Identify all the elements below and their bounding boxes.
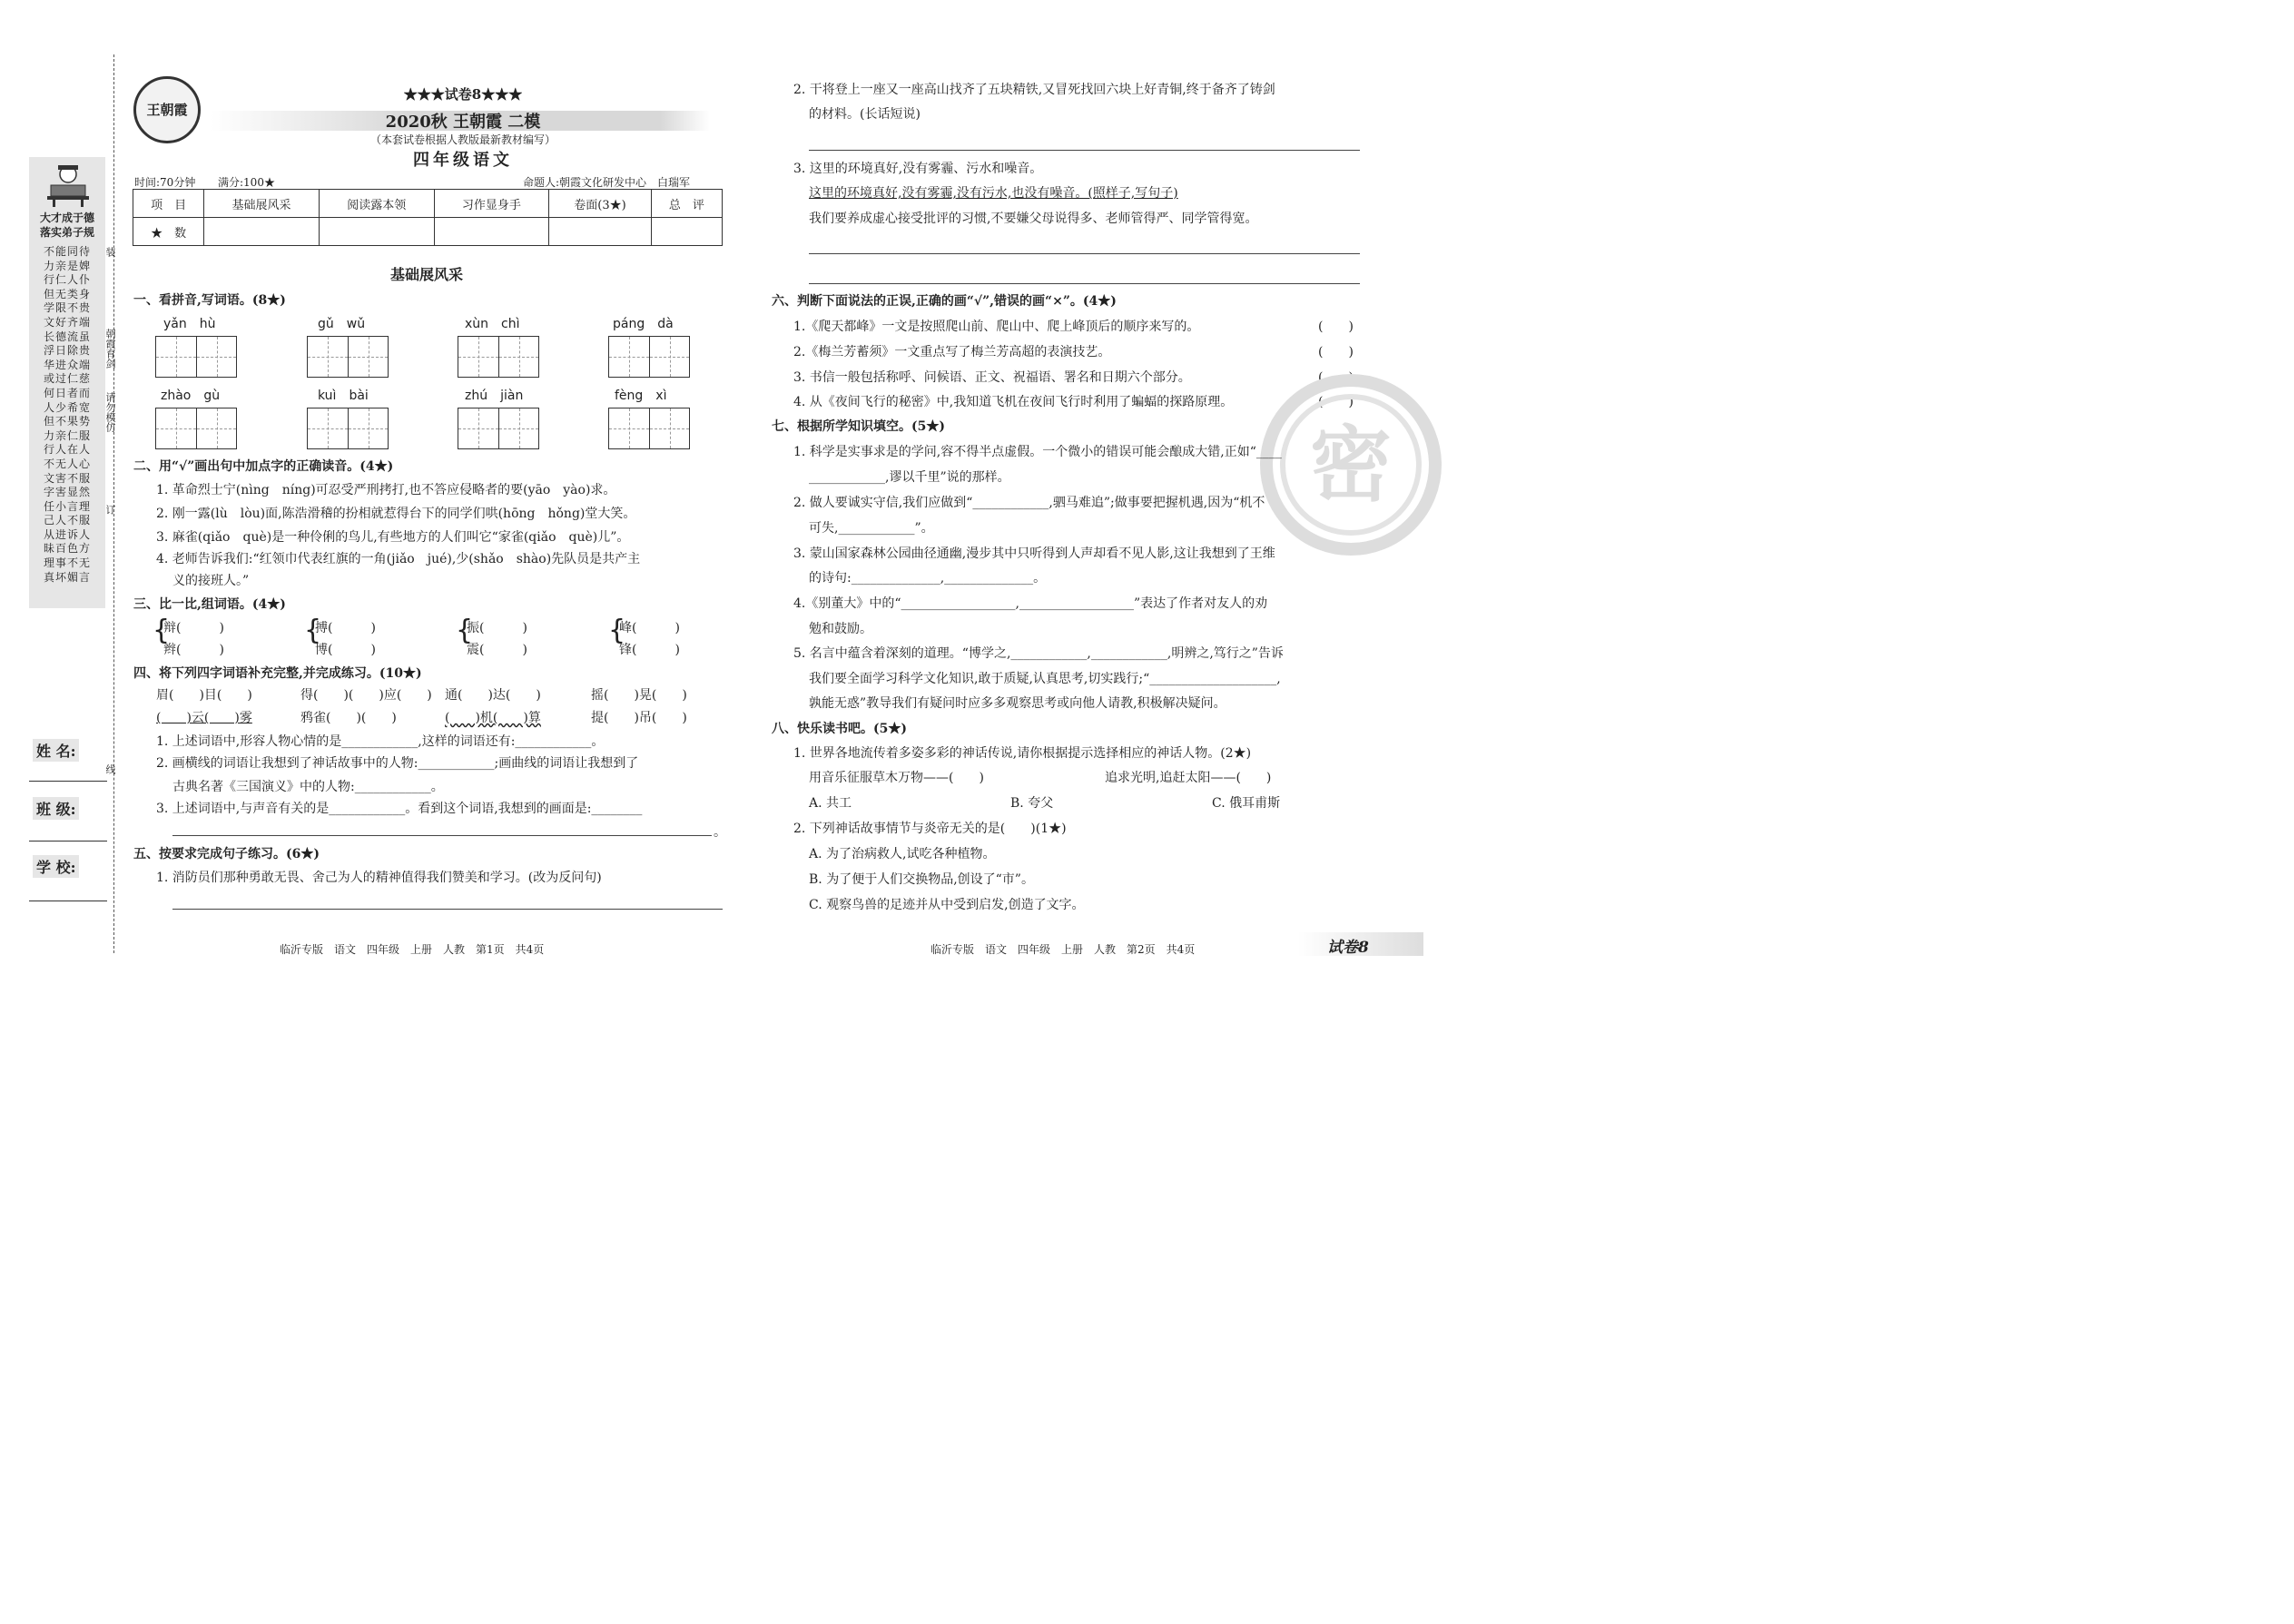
score-header-cell: 习作显身手 <box>434 190 549 218</box>
score-cell[interactable] <box>434 218 549 246</box>
q7-line: 5. 名言中蕴含着深刻的道理。“博学之,____________,____________,明辨之,笃行之”告诉 <box>793 646 1284 661</box>
idiom-blank: ( )机( )算 <box>445 711 541 725</box>
q5-title: 五、按要求完成句子练习。(6★) <box>133 847 320 861</box>
q1-title: 一、看拼音,写词语。(8★) <box>133 293 286 308</box>
motto-row: 昧百色方 <box>43 542 91 556</box>
q8-prompt: 追求光明,追赶太阳——( ) <box>1105 771 1272 785</box>
score-row-label: ★ 数 <box>133 218 204 246</box>
binding-mark: 装 <box>104 247 116 257</box>
exam-author: 命题人:朝霞文化研发中心 白瑞军 <box>523 176 691 189</box>
motto-row: 何日者而 <box>43 386 91 399</box>
scholar-illustration <box>44 163 93 207</box>
q6-item: 1.《爬天都峰》一文是按照爬山前、爬山中、爬上峰顶后的顺序来写的。 <box>793 320 1200 334</box>
q3-item: 搏( ) <box>315 621 376 635</box>
q8-option: A. 共工 <box>809 796 852 811</box>
binding-mark: 线 <box>104 764 116 774</box>
q2-item: 3. 麻雀(qiǎo què)是一种伶俐的鸟儿,有些地方的人们叫它“家雀(qiǎo què)儿”。 <box>156 530 630 545</box>
idiom-blank: ( )云( )雾 <box>156 711 252 725</box>
motto-row: 华进众端 <box>43 358 91 371</box>
idiom-blank: 通( )达( ) <box>445 688 541 703</box>
idiom-blank: 摇( )晃( ) <box>591 688 687 703</box>
writing-grid[interactable] <box>307 408 389 449</box>
answer-line[interactable] <box>809 150 1360 151</box>
q2-item: 1. 革命烈士宁(nìng níng)可忍受严刑拷打,也不答应侵略者的要(yāo yào)求。 <box>156 483 616 497</box>
q6-item: 3. 书信一般包括称呼、问候语、正文、祝福语、署名和日期六个部分。 <box>793 370 1191 385</box>
q4-title: 四、将下列四字词语补充完整,并完成练习。(10★) <box>133 666 422 681</box>
section-title: 基础展风采 <box>389 266 463 283</box>
exam-subtitle: （本套试卷根据人教版最新教材编写） <box>369 133 556 146</box>
motto-row: 力亲仁服 <box>43 428 91 442</box>
q5-item: 1. 消防员们那种勇敢无畏、舍己为人的精神值得我们赞美和学习。(改为反问句) <box>156 871 602 885</box>
binding-mark: 订 <box>104 505 116 515</box>
exam-score: 满分:100★ <box>218 176 275 189</box>
period-mark: 。 <box>714 825 726 840</box>
series-label: ★★★试卷8★★★ <box>403 86 523 103</box>
brace-icon: { <box>153 615 171 646</box>
pinyin-label: zhú jiàn <box>465 389 524 403</box>
answer-line[interactable] <box>172 835 712 836</box>
answer-bracket[interactable]: ( ) <box>1318 395 1354 409</box>
score-header-cell: 基础展风采 <box>204 190 320 218</box>
q2-item: 义的接班人。” <box>172 574 250 588</box>
name-label: 姓 名: <box>33 739 79 762</box>
q3-item: 辫( ) <box>163 643 224 657</box>
motto-title <box>31 211 103 240</box>
pinyin-label: gǔ wǔ <box>318 317 366 331</box>
binding-note: 朝霞育剑 <box>104 329 116 369</box>
motto-row: 理事不无 <box>43 556 91 570</box>
motto-row: 文害不服 <box>43 471 91 485</box>
answer-bracket[interactable]: ( ) <box>1318 320 1354 334</box>
motto-title-line: 落实弟子规 <box>39 226 94 239</box>
motto-row: 长德流虽 <box>43 330 91 343</box>
q7-line: 勉和鼓励。 <box>809 622 872 636</box>
motto-row: 任小言理 <box>43 499 91 513</box>
q3-item: 博( ) <box>315 643 376 657</box>
motto-row: 力亲是婢 <box>43 259 91 272</box>
q8-option: C. 观察鸟兽的足迹并从中受到启发,创造了文字。 <box>809 898 1085 912</box>
motto-row: 人少希宽 <box>43 400 91 414</box>
motto-title-line: 大才成于德 <box>39 212 94 224</box>
q5-item: 2. 干将登上一座又一座高山找齐了五块精铁,又冒死找回六块上好青铜,终于备齐了铸剑 <box>793 83 1275 97</box>
q8-prompt: 用音乐征服草木万物——( ) <box>809 771 984 785</box>
pinyin-label: fèng xì <box>615 389 667 403</box>
score-header-cell: 项 目 <box>133 190 204 218</box>
writing-grid[interactable] <box>307 336 389 378</box>
writing-grid[interactable] <box>608 408 690 449</box>
q7-line: 的诗句:______________,______________。 <box>809 571 1047 586</box>
pinyin-label: páng dà <box>613 317 674 331</box>
class-label: 班 级: <box>33 797 79 820</box>
answer-line[interactable] <box>172 909 723 910</box>
motto-text <box>33 245 102 585</box>
writing-grid[interactable] <box>608 336 690 378</box>
q4-item: 2. 画横线的词语让我想到了神话故事中的人物:____________;画曲线的词语让我想到了 <box>156 756 639 771</box>
writing-grid[interactable] <box>155 408 237 449</box>
exam-title: 2020秋 王朝霞 二模 <box>385 113 541 132</box>
motto-row: 学限不贵 <box>43 301 91 315</box>
q4-item: 古典名著《三国演义》中的人物:____________。 <box>172 780 444 794</box>
brace-icon: { <box>304 615 322 646</box>
brace-icon: { <box>456 615 474 646</box>
q8-item: 2. 下列神话故事情节与炎帝无关的是( )(1★) <box>793 822 1067 836</box>
motto-row: 不能同待 <box>43 245 91 258</box>
pinyin-label: xùn chì <box>465 317 520 331</box>
writing-grid[interactable] <box>155 336 237 378</box>
answer-bracket[interactable]: ( ) <box>1318 345 1354 359</box>
score-table-header-row <box>133 190 723 218</box>
q8-item: 1. 世界各地流传着多姿多彩的神话传说,请你根据提示选择相应的神话人物。(2★) <box>793 746 1252 761</box>
answer-line[interactable] <box>809 283 1360 284</box>
idiom-blank: 眉( )目( ) <box>156 688 252 703</box>
answer-line[interactable] <box>809 253 1360 254</box>
motto-row: 不无人心 <box>43 457 91 470</box>
q7-line: ____________,谬以千里”说的那样。 <box>809 470 1010 485</box>
q7-line: 1. 科学是实事求是的学问,容不得半点虚假。一个微小的错误可能会酿成大错,正如“____ <box>793 445 1282 459</box>
q7-title: 七、根据所学知识填空。(5★) <box>772 419 945 434</box>
motto-row: 行人在人 <box>43 443 91 457</box>
score-header-cell: 卷面(3★) <box>549 190 652 218</box>
score-cell[interactable] <box>651 218 722 246</box>
secret-stamp-icon: 密 <box>1280 394 1422 536</box>
class-field[interactable] <box>29 841 107 842</box>
q3-item: 峰( ) <box>619 621 680 635</box>
score-header-cell: 总 评 <box>651 190 722 218</box>
q7-line: 我们要全面学习科学文化知识,敢于质疑,认真思考,切实践行;“____________________, <box>809 672 1281 686</box>
q5-item: 这里的环境真好,没有雾霾,没有污水,也没有噪音。(照样子,写句子) <box>809 186 1178 201</box>
motto-row: 真坏媚言 <box>43 570 91 584</box>
score-header-cell: 阅读露本领 <box>319 190 434 218</box>
score-cell[interactable] <box>319 218 434 246</box>
q6-item: 2.《梅兰芳蓄须》一文重点写了梅兰芳高超的表演技艺。 <box>793 345 1111 359</box>
motto-row: 或过仁慈 <box>43 372 91 386</box>
q2-item: 4. 老师告诉我们:“红领巾代表红旗的一角(jiǎo jué),少(shǎo shào)先队员是共产主 <box>156 552 641 566</box>
motto-row: 文好齐端 <box>43 315 91 329</box>
pinyin-label: yǎn hù <box>163 317 216 331</box>
motto-row: 但无类身 <box>43 287 91 300</box>
q7-line: 4.《别董大》中的“__________________,__________________”表达了作者对友人的劝 <box>793 596 1268 611</box>
q3-item: 辩( ) <box>163 621 224 635</box>
score-table-row <box>133 218 723 246</box>
q7-line: 孰能无惑”教导我们有疑问时应多多观察思考或向他人请教,积极解决疑问。 <box>809 696 1226 711</box>
score-cell[interactable] <box>549 218 652 246</box>
q3-item: 锋( ) <box>619 643 680 657</box>
brace-icon: { <box>608 615 626 646</box>
page-footer: 临沂专版 语文 四年级 上册 人教 第2页 共4页 <box>930 943 1196 956</box>
q8-option: B. 夸父 <box>1010 796 1054 811</box>
q8-option: C. 俄耳甫斯 <box>1212 796 1281 811</box>
q7-line: 3. 蒙山国家森林公园曲径通幽,漫步其中只听得到人声却看不见人影,这让我想到了王维 <box>793 546 1275 561</box>
q5-item: 我们要养成虚心接受批评的习惯,不要嫌父母说得多、老师管得严、同学管得宽。 <box>809 212 1258 226</box>
motto-row: 从进诉人 <box>43 527 91 541</box>
motto-row: 字害显然 <box>43 486 91 499</box>
grade-subject: 四年级语文 <box>413 151 513 170</box>
brand-logo: 王朝霞 <box>133 76 201 143</box>
q5-item: 的材料。(长话短说) <box>809 107 921 122</box>
writing-grid[interactable] <box>458 408 539 449</box>
q8-option: A. 为了治病救人,试吃各种植物。 <box>809 847 996 861</box>
q3-title: 三、比一比,组词语。(4★) <box>133 597 286 612</box>
q4-item: 1. 上述词语中,形容人物心情的是____________,这样的词语还有:____________。 <box>156 734 605 749</box>
school-label: 学 校: <box>33 855 79 878</box>
q7-line: 2. 做人要诚实守信,我们应做到“____________,驷马难追”;做事要把握机遇,因为“机不 <box>793 496 1265 510</box>
answer-bracket[interactable]: ( ) <box>1318 370 1354 385</box>
writing-grid[interactable] <box>458 336 539 378</box>
motto-row: 浮日除贵 <box>43 344 91 358</box>
binding-note: 请勿模仿 <box>104 392 116 432</box>
q3-item: 振( ) <box>467 621 527 635</box>
q7-line: 可失,____________”。 <box>809 521 934 536</box>
score-table <box>133 189 723 246</box>
q5-item: 3. 这里的环境真好,没有雾霾、污水和噪音。 <box>793 162 1043 176</box>
q8-option: B. 为了便于人们交换物品,创设了“市”。 <box>809 872 1034 887</box>
page-footer: 临沂专版 语文 四年级 上册 人教 第1页 共4页 <box>280 943 545 956</box>
paper-tag: 试卷8 <box>1327 939 1369 957</box>
name-field[interactable] <box>29 781 107 782</box>
pinyin-label: zhào gù <box>161 389 221 403</box>
idiom-blank: 提( )吊( ) <box>591 711 687 725</box>
motto-row: 行仁人仆 <box>43 273 91 287</box>
idiom-blank: 得( )( )应( ) <box>300 688 432 703</box>
pinyin-label: kuì bài <box>318 389 369 403</box>
q2-title: 二、用“√”画出句中加点字的正确读音。(4★) <box>133 459 394 474</box>
exam-time: 时间:70分钟 <box>134 176 196 189</box>
motto-row: 但不果势 <box>43 415 91 428</box>
score-cell[interactable] <box>204 218 320 246</box>
q4-item: 3. 上述词语中,与声音有关的是____________。看到这个词语,我想到的画面是:________ <box>156 802 643 816</box>
motto-row: 己人不服 <box>43 514 91 527</box>
binding-dash-line <box>113 54 114 953</box>
q8-title: 八、快乐读书吧。(5★) <box>772 722 907 736</box>
q3-item: 震( ) <box>467 643 527 657</box>
idiom-blank: 鸦雀( )( ) <box>300 711 397 725</box>
q6-item: 4. 从《夜间飞行的秘密》中,我知道飞机在夜间飞行时利用了蝙蝠的探路原理。 <box>793 395 1234 409</box>
q6-title: 六、判断下面说法的正误,正确的画“√”,错误的画“×”。(4★) <box>772 294 1117 309</box>
q2-item: 2. 刚一露(lù lòu)面,陈浩滑稽的扮相就惹得台下的同学们哄(hōng hǒng)堂大笑。 <box>156 507 636 521</box>
